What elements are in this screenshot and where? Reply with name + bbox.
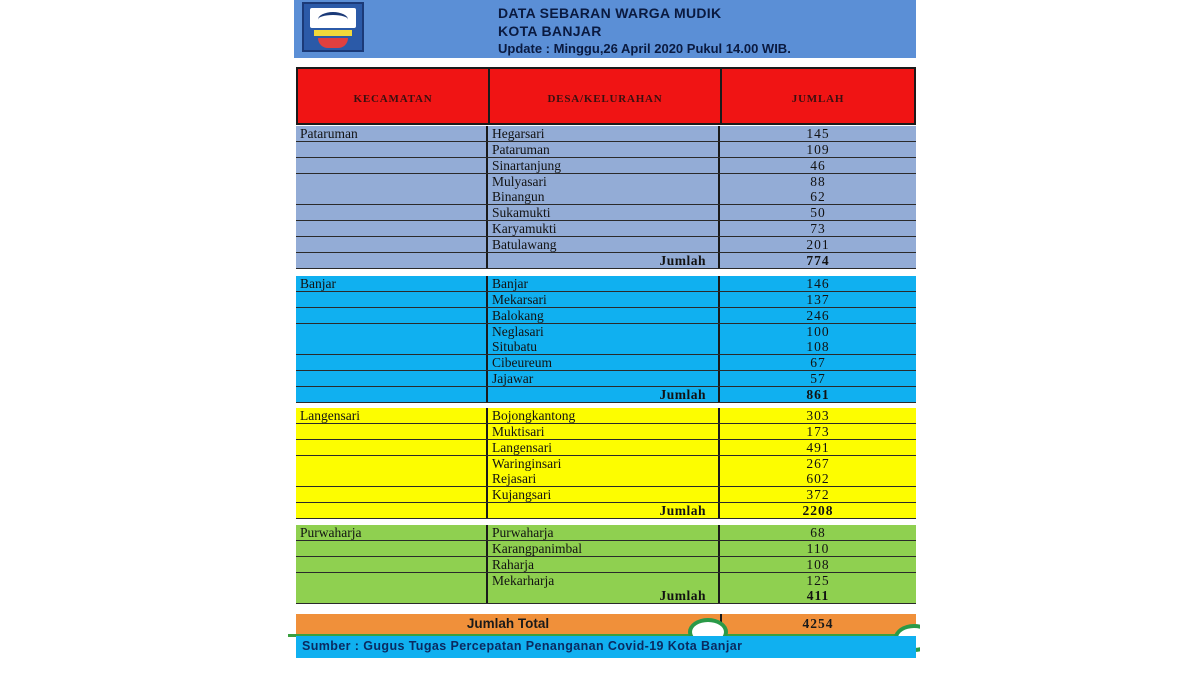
kecamatan-cell [300, 487, 486, 503]
kecamatan-cell [300, 440, 486, 456]
kecamatan-cell [300, 573, 486, 589]
column-header-desa: DESA/KELURAHAN [547, 93, 663, 105]
jumlah-cell: 173 [806, 423, 830, 439]
table-row [296, 456, 916, 472]
desa-cell: Raharja [492, 556, 534, 572]
total-value: 4254 [802, 616, 834, 631]
jumlah-cell: 137 [806, 291, 830, 307]
subtotal-label: Jumlah [659, 588, 706, 604]
source-text: Sumber : Gugus Tugas Percepatan Penanganan Covid-19 Kota Banjar [302, 639, 743, 653]
kecamatan-cell [300, 174, 486, 190]
jumlah-cell: 125 [806, 572, 830, 588]
jumlah-cell: 267 [806, 455, 830, 471]
jumlah-cell: 110 [806, 540, 830, 556]
table-row [296, 557, 916, 573]
table-row [296, 424, 916, 440]
table-row [296, 324, 916, 340]
jumlah-cell: 108 [806, 339, 830, 355]
jumlah-cell: 145 [806, 126, 830, 141]
desa-cell: Karangpanimbal [492, 540, 582, 556]
desa-cell: Pataruman [492, 141, 550, 157]
report-header [294, 0, 916, 58]
kecamatan-cell [300, 503, 486, 519]
desa-cell: Sinartanjung [492, 157, 561, 173]
jumlah-cell: 303 [806, 408, 830, 423]
table-row [296, 158, 916, 174]
kecamatan-cell: Banjar [300, 276, 336, 291]
table-column-header [296, 67, 916, 125]
jumlah-cell: 57 [810, 371, 826, 387]
desa-cell: Balokang [492, 307, 544, 323]
total-label: Jumlah Total [466, 616, 550, 631]
jumlah-cell: 62 [810, 189, 826, 205]
table-row [296, 205, 916, 221]
table-row [296, 371, 916, 387]
table-row [296, 174, 916, 190]
table-row [296, 308, 916, 324]
desa-cell: Bojongkantong [492, 408, 576, 423]
desa-cell: Mekarharja [492, 572, 555, 588]
kecamatan-cell [300, 308, 486, 324]
desa-cell: Purwaharja [492, 525, 554, 540]
kecamatan-cell [300, 541, 486, 557]
kecamatan-cell [300, 588, 486, 604]
subtotal-label: Jumlah [659, 503, 706, 519]
kecamatan-cell: Langensari [300, 408, 360, 423]
jumlah-cell: 46 [810, 157, 826, 173]
kecamatan-cell [300, 205, 486, 221]
kecamatan-cell: Purwaharja [300, 525, 362, 540]
desa-cell: Rejasari [492, 471, 537, 487]
column-header-jumlah: JUMLAH [791, 93, 845, 105]
desa-cell: Langensari [492, 439, 552, 455]
desa-cell: Mulyasari [492, 173, 547, 189]
table-row [296, 471, 916, 487]
kecamatan-cell [300, 142, 486, 158]
kecamatan-cell [300, 292, 486, 308]
kecamatan-cell [300, 253, 486, 269]
table-row [296, 292, 916, 308]
kecamatan-cell [300, 324, 486, 340]
table-row [296, 339, 916, 355]
kecamatan-cell [300, 221, 486, 237]
subtotal-value: 861 [806, 386, 830, 402]
jumlah-cell: 602 [806, 471, 830, 487]
kecamatan-cell [300, 424, 486, 440]
desa-cell: Batulawang [492, 236, 557, 252]
kecamatan-cell [300, 387, 486, 403]
subtotal-row [296, 588, 916, 604]
desa-cell: Banjar [492, 276, 528, 291]
jumlah-cell: 73 [810, 221, 826, 237]
spreadsheet-image [288, 0, 920, 675]
table-row [296, 237, 916, 253]
table-row [296, 276, 916, 292]
desa-cell: Muktisari [492, 423, 545, 439]
table-row [296, 541, 916, 557]
table-row [296, 573, 916, 589]
kecamatan-cell [300, 158, 486, 174]
jumlah-cell: 109 [806, 141, 830, 157]
subtotal-value: 774 [806, 252, 830, 268]
subtotal-row [296, 503, 916, 519]
jumlah-cell: 88 [810, 173, 826, 189]
kecamatan-cell: Pataruman [300, 126, 358, 141]
jumlah-cell: 108 [806, 556, 830, 572]
column-header-kecamatan: KECAMATAN [353, 93, 433, 105]
desa-cell: Kujangsari [492, 487, 552, 503]
jumlah-cell: 146 [806, 276, 830, 291]
subtotal-value: 411 [806, 588, 830, 604]
jumlah-cell: 67 [810, 355, 826, 371]
jumlah-cell: 201 [806, 236, 830, 252]
jumlah-cell: 100 [806, 323, 830, 339]
kecamatan-cell [300, 339, 486, 355]
jumlah-cell: 491 [806, 439, 830, 455]
kota-banjar-emblem-icon [302, 2, 364, 52]
desa-cell: Sukamukti [492, 205, 551, 221]
kecamatan-cell [300, 456, 486, 472]
report-update-time: Update : Minggu,26 April 2020 Pukul 14.00 WIB. [498, 41, 791, 56]
jumlah-cell: 372 [806, 487, 830, 503]
subtotal-row [296, 387, 916, 403]
jumlah-cell: 246 [806, 307, 830, 323]
table-row [296, 126, 916, 142]
desa-cell: Binangun [492, 189, 545, 205]
kecamatan-cell [300, 189, 486, 205]
report-title: DATA SEBARAN WARGA MUDIK [498, 5, 722, 21]
table-row [296, 408, 916, 424]
table-row [296, 189, 916, 205]
report-city: KOTA BANJAR [498, 23, 602, 39]
kecamatan-cell [300, 471, 486, 487]
table-row [296, 440, 916, 456]
jumlah-cell: 68 [810, 525, 826, 540]
desa-cell: Neglasari [492, 323, 544, 339]
kecamatan-cell [300, 371, 486, 387]
total-row [296, 614, 916, 634]
kecamatan-cell [300, 237, 486, 253]
desa-cell: Karyamukti [492, 221, 557, 237]
desa-cell: Hegarsari [492, 126, 545, 141]
desa-cell: Jajawar [492, 371, 534, 387]
desa-cell: Mekarsari [492, 291, 547, 307]
subtotal-row [296, 253, 916, 269]
desa-cell: Cibeureum [492, 355, 552, 371]
subtotal-label: Jumlah [659, 386, 706, 402]
subtotal-label: Jumlah [659, 252, 706, 268]
desa-cell: Situbatu [492, 339, 538, 355]
table-row [296, 221, 916, 237]
jumlah-cell: 50 [810, 205, 826, 221]
table-row [296, 525, 916, 541]
table-row [296, 355, 916, 371]
kecamatan-cell [300, 557, 486, 573]
source-row [296, 636, 916, 658]
desa-cell: Waringinsari [492, 455, 562, 471]
kecamatan-cell [300, 355, 486, 371]
subtotal-value: 2208 [802, 503, 834, 519]
table-row [296, 487, 916, 503]
table-row [296, 142, 916, 158]
